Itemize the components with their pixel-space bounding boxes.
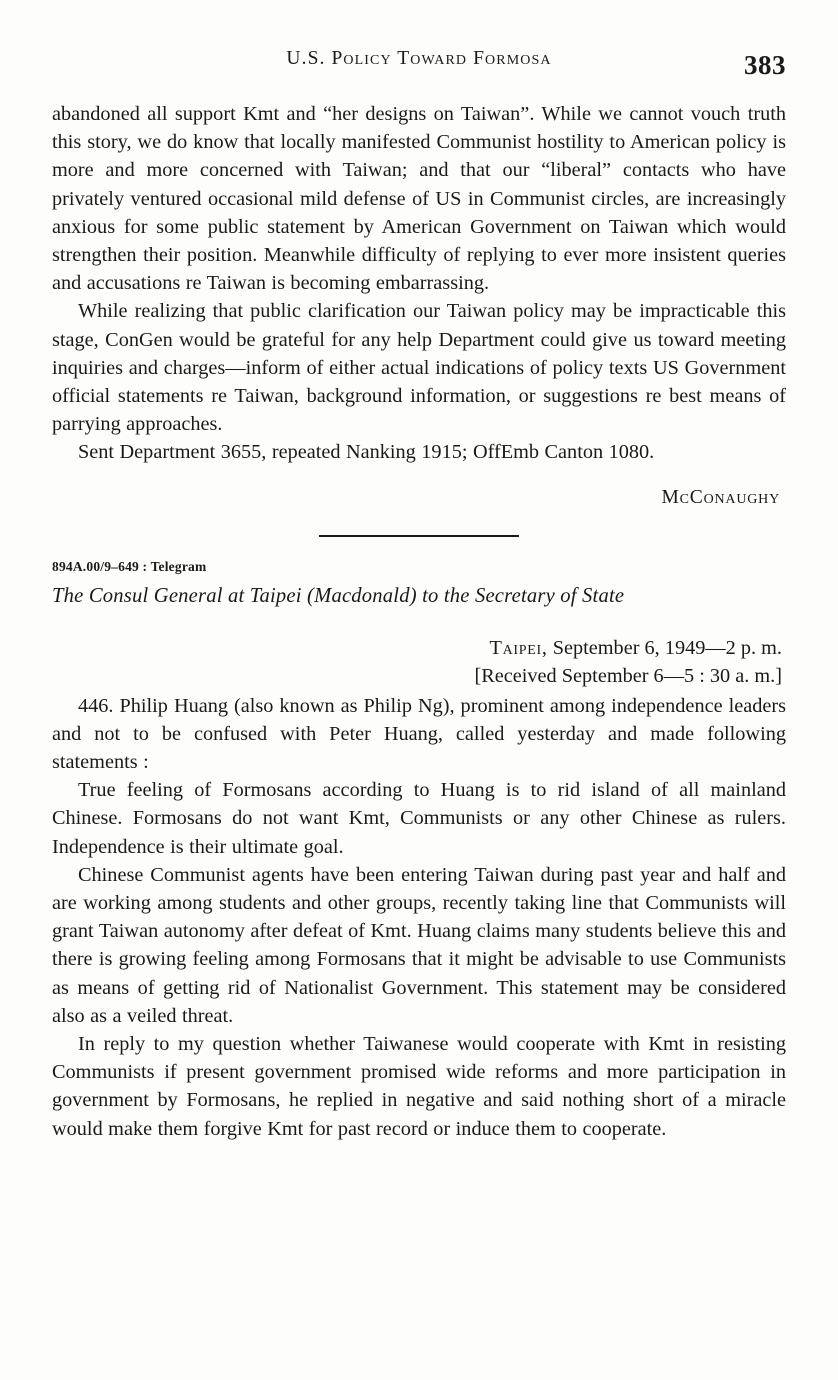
dateline-date: September 6, 1949—2 p. m. (547, 636, 782, 659)
paragraph: True feeling of Formosans according to Huang is to rid island of all mainland Chinese. Formosans do not want Kmt, Communists or any other Chinese as rulers. Independence is their ultimate goal. (52, 779, 786, 858)
received-line: [Received September 6—5 : 30 a. m.] (474, 664, 782, 687)
running-head-title: U.S. Policy Toward Formosa (286, 48, 552, 69)
page-number: 383 (744, 50, 786, 80)
signature: McConaughy (661, 486, 780, 508)
file-number: 894A.00/9–649 : Telegram (52, 558, 207, 574)
dateline (52, 634, 786, 690)
divider-rule (319, 535, 519, 537)
paragraph: Chinese Communist agents have been entering Taiwan during past year and half and are working among students and other groups, recently taking line that Communists will grant Taiwan autonomy after defeat of Kmt. Huang claims many students believe this and there is growing feeling among Formosans that it might be advisable to use Communists as means of getting rid of Nationalist Government. This statement may be considered also as a veiled threat. (52, 863, 786, 1027)
section-divider (52, 535, 786, 537)
running-head (52, 48, 786, 82)
paragraph: Sent Department 3655, repeated Nanking 1915; OffEmb Canton 1080. (78, 441, 655, 464)
paragraph: abandoned all support Kmt and “her designs on Taiwan”. While we cannot vouch truth this story, we do know that locally manifested Communist hostility to American policy is more and more concerned with Taiwan; and that our “liberal” contacts who have privately ventured occasional mild defense of US in Communist circles, are increasingly anxious for some public statement by American Government on Taiwan which would strengthen their position. Meanwhile difficulty of replying to ever more insistent queries and accusations re Taiwan is becoming embarrassing. (52, 103, 786, 295)
paragraph: While realizing that public clarification our Taiwan policy may be impracticable this stage, ConGen would be grateful for any help Department could give us toward meeting inquiries and charges—inform of either actual indications of policy texts US Government official statements re Taiwan, background information, or suggestions re best means of parrying approaches. (52, 300, 786, 436)
dateline-place: Taipei, (489, 636, 548, 659)
document-heading: The Consul General at Taipei (Macdonald) to the Secretary of State (52, 584, 625, 607)
paragraph: 446. Philip Huang (also known as Philip Ng), prominent among independence leaders and not to be confused with Peter Huang, called yesterday and made following statements : (52, 694, 786, 774)
page-content (52, 48, 786, 1143)
paragraph: In reply to my question whether Taiwanese would cooperate with Kmt in resisting Communists if present government promised wide reforms and more participation in government by Formosans, he replied in negative and said nothing short of a miracle would make them forgive Kmt for past record or induce them to cooperate. (52, 1033, 786, 1140)
